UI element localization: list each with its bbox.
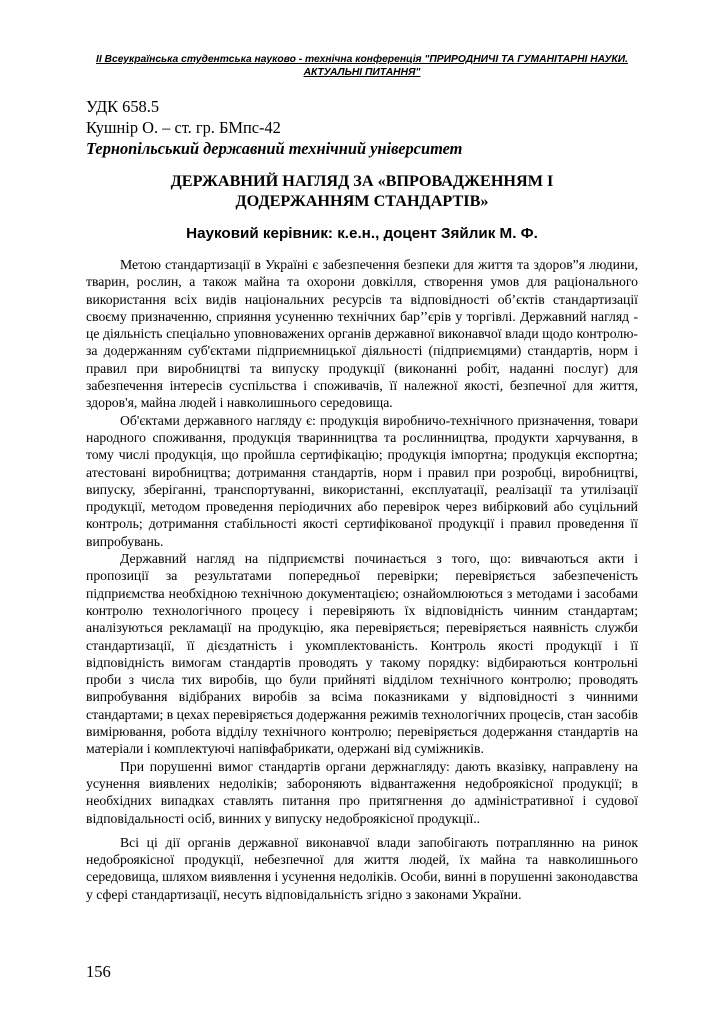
- body-paragraph-1: Метою стандартизації в Україні є забезпечення безпеки для життя та здоров”я людини, тварин, рослин, а також майна та охорони довкілля, створення умов для раціонального використання всіх видів національних ресурсів та відповідності об’єктів стандартизації своєму призначенню, сприяння усуненню технічних бар’’єрів у торгівлі. Державний нагляд - це діяльність спеціально уповноважених органів державної виконавчої влади щодо контролю- за додержанням суб'єктами підприємницької діяльності (підприємцями) стандартів, норм і правил при виробництві та випуску продукції (виконанні робіт, наданні послуг) для забезпечення інтересів суспільства і споживачів, її належної якості, безпечної для життя, здоров'я, майна людей і навколишнього середовища.: [86, 257, 638, 411]
- page-number: 156: [86, 962, 111, 981]
- body-paragraph-2: Об'єктами державного нагляду є: продукція виробничо-технічного призначення, товари народного споживання, продукція тваринництва та рослинництва, продукти харчування, в тому числі продукція, що пройшла сертифікацію; продукція імпортна; продукція експортна; атестовані виробництва; дотримання стандартів, норм і правил при розробці, виробництві, випуску, зберіганні, транспортуванні, використанні, експлуатації, реалізації та утилізації продукції, методом проведення періодичних або перевірок через вибірковий або суцільний контроль; дотримання стабільності якості сертифікованої продукції і правил проведення її випробувань.: [86, 412, 638, 549]
- article-title-line2: ДОДЕРЖАННЯМ СТАНДАРТІВ»: [235, 191, 489, 210]
- conference-header-line2: АКТУАЛЬНІ ПИТАННЯ": [303, 66, 421, 78]
- university-name: Тернопільський державний технічний університет: [86, 139, 463, 158]
- conference-header-line1: ІІ Всеукраїнська студентська науково - технічна конференція "ПРИРОДНИЧІ ТА ГУМАНІТАРНІ НАУКИ.: [95, 54, 629, 65]
- author-line: Кушнір О. – ст. гр. БМпс-42: [86, 118, 281, 137]
- body-paragraph-5: Всі ці дії органів державної виконавчої влади запобігають потраплянню на ринок недоброякісної продукції, небезпечної для життя людей, їх майна та навколишнього середовища, шляхом виявлення і усунення недоліків. Особи, винні в порушенні законодавства у сфері стандартизації, несуть відповідальність згідно з законами України.: [86, 834, 638, 902]
- article-title: [90, 172, 634, 211]
- scientific-supervisor: Науковий керівник: к.е.н., доцент Зяйлик М. Ф.: [186, 225, 538, 242]
- article-body: [86, 256, 638, 903]
- udk-code: УДК 658.5: [86, 97, 160, 116]
- article-title-line1: ДЕРЖАВНИЙ НАГЛЯД ЗА «ВПРОВАДЖЕННЯМ І: [170, 172, 554, 190]
- body-paragraph-4: При порушенні вимог стандартів органи держнагляду: дають вказівку, направлену на усунення виявлених недоліків; забороняють відвантаження недоброякісної продукції; в необхідних випадках ставлять питання про притягнення до адміністративної і судової відповідальності осіб, винних у випуску недоброякісної продукції..: [86, 758, 638, 826]
- body-paragraph-3: Державний нагляд на підприємстві починається з того, що: вивчаються акти і пропозиції за результатами попередньої перевірки; перевіряється забезпеченість підприємства необхідною технічною документацією; ознайомлюються з методами і засобами контролю технологічного процесу і перевіряють їх відповідність чинним стандартам; аналізуються рекламації на продукцію, яка перевіряється; перевіряється наявність служби стандартизації, її дієздатність і укомплектованість. Контроль якості продукції і її відповідність вимогам стандартів проводять у такому порядку: відбираються контрольні проби з числа тих виробів, що були прийняті відділом технічного контролю; проводять випробування відібраних виробів за всіма показниками у відповідності з чинними стандартами; в цехах перевіряється додержання режимів технологічних процесів, стан засобів вимірювання, робота відділу технічного контролю; перевіряється додержання стандартів на матеріали і комплектуючі напівфабрикати, одержані від суміжників.: [86, 551, 638, 757]
- article-meta: [86, 96, 462, 159]
- conference-header: [60, 54, 664, 79]
